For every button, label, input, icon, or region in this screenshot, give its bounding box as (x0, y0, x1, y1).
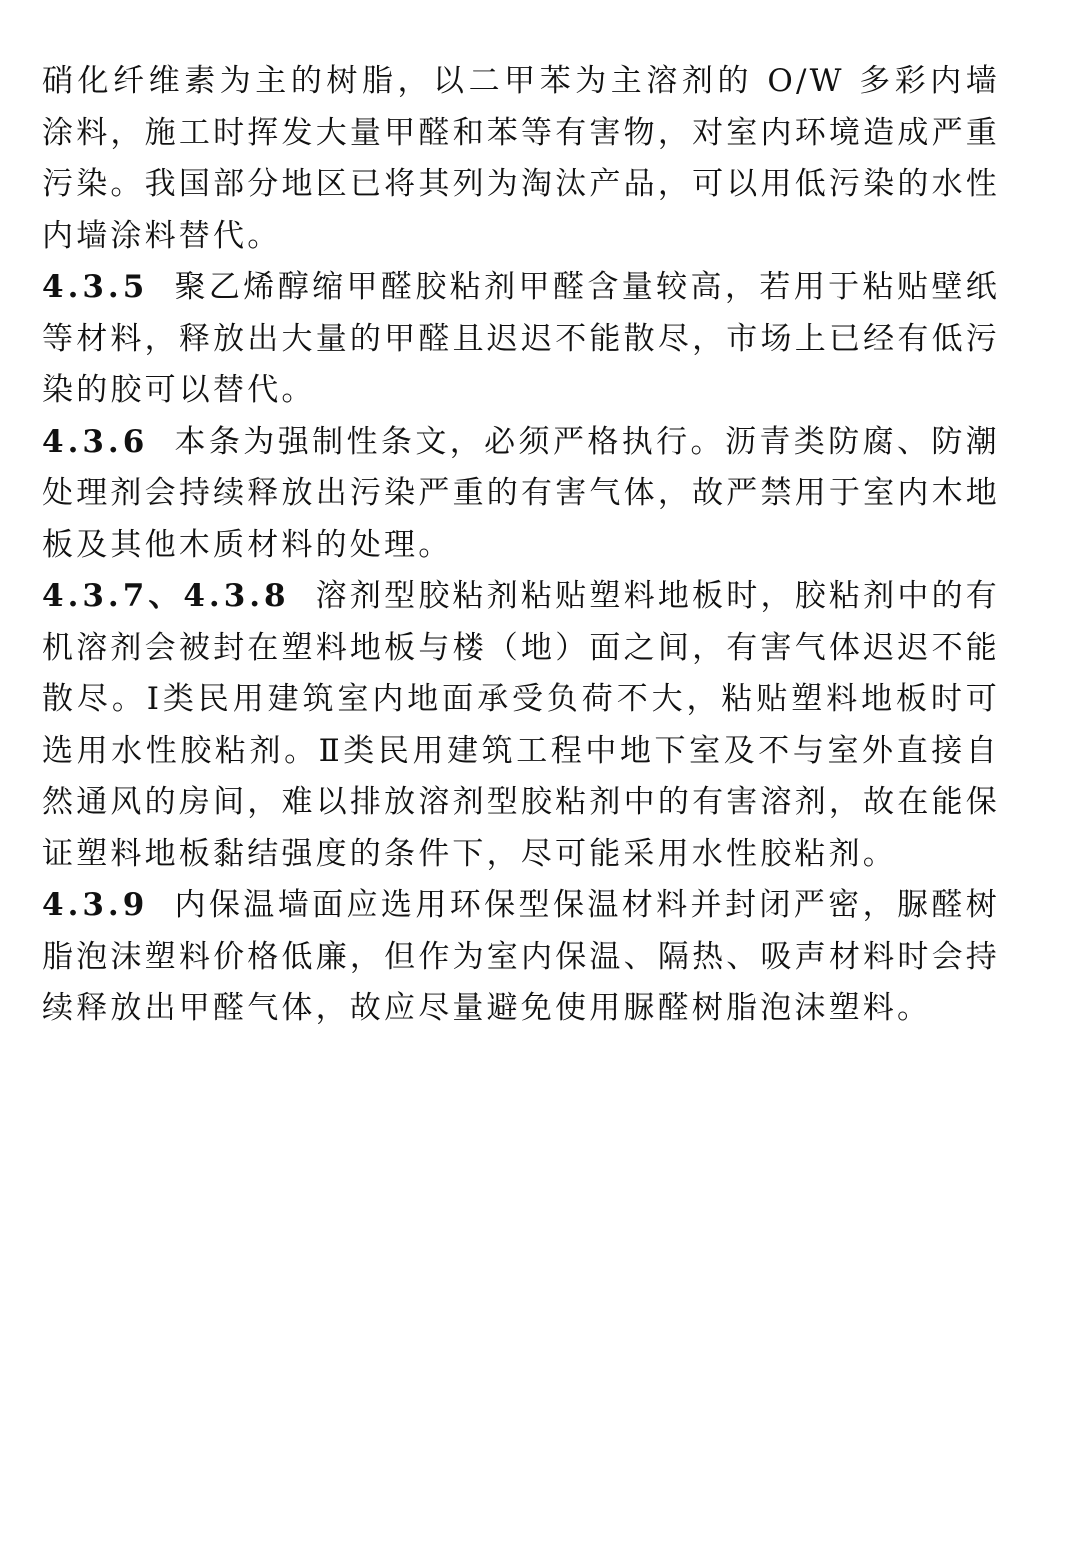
paragraph-text: 内保温墙面应选用环保型保温材料并封闭严密，脲醛树脂泡沫塑料价格低廉，但作为室内保温、隔热、吸声材料时会持续释放出甲醛气体，故应尽量避免使用脲醛树脂泡沫塑料。 (42, 887, 1000, 1026)
paragraph-text: 溶剂型胶粘剂粘贴塑料地板时，胶粘剂中的有机溶剂会被封在塑料地板与楼（地）面之间，有害气体迟迟不能散尽。Ⅰ类民用建筑室内地面承受负荷不大，粘贴塑料地板时可选用水性胶粘剂。Ⅱ类民用建筑工程中地下室及不与室外直接自然通风的房间，难以排放溶剂型胶粘剂中的有害溶剂，故在能保证塑料地板黏结强度的条件下，尽可能采用水性胶粘剂。 (42, 578, 1001, 872)
paragraph-4-3-5 (42, 262, 1000, 417)
clause-number: 4.3.6 (42, 423, 149, 460)
paragraph-text: 本条为强制性条文，必须严格执行。沥青类防腐、防潮处理剂会持续释放出污染严重的有害气体，故严禁用于室内木地板及其他木质材料的处理。 (42, 423, 1000, 563)
paragraph-text: 聚乙烯醇缩甲醛胶粘剂甲醛含量较高，若用于粘贴壁纸等材料，释放出大量的甲醛且迟迟不能散尽，市场上已经有低污染的胶可以替代。 (42, 269, 1000, 408)
clause-number: 4.3.9 (42, 887, 149, 923)
paragraph-4-3-9 (42, 880, 1000, 1035)
paragraph-4-3-7-8 (42, 571, 1000, 880)
paragraph-intro (42, 56, 1000, 262)
paragraph-text: 硝化纤维素为主的树脂，以二甲苯为主溶剂的 O/W 多彩内墙涂料，施工时挥发大量甲醛和苯等有害物，对室内环境造成严重污染。我国部分地区已将其列为淘汰产品，可以用低污染的水性内墙涂料替代。 (42, 63, 1000, 254)
paragraph-4-3-6 (42, 417, 1000, 572)
clause-number: 4.3.7、4.3.8 (42, 578, 290, 614)
clause-number: 4.3.5 (42, 269, 149, 305)
